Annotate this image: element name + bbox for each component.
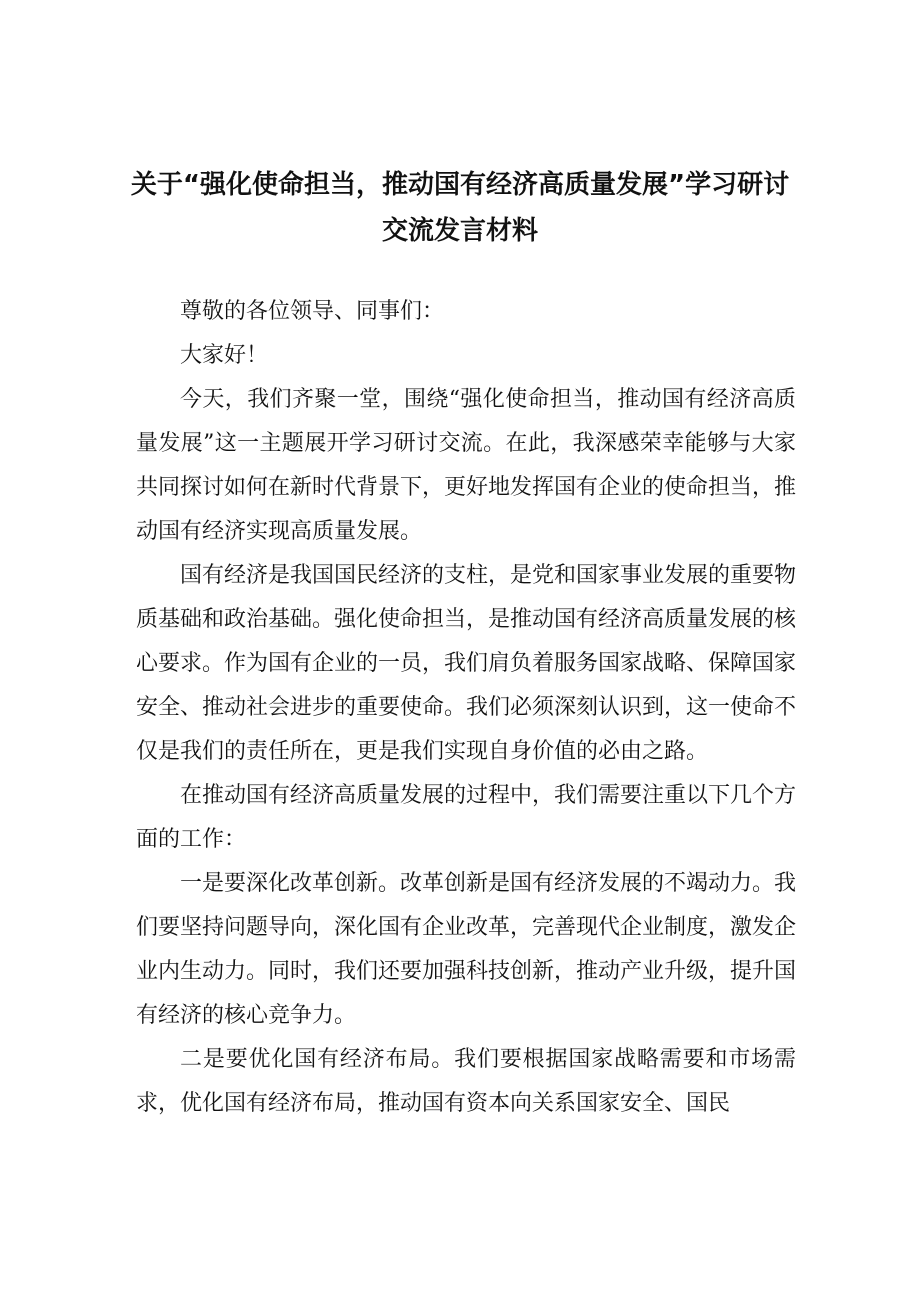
document-title-line-1: 关于“强化使命担当，推动国有经济高质量发展”学习研讨 bbox=[130, 170, 790, 200]
body-paragraph: 在推动国有经济高质量发展的过程中，我们需要注重以下几个方面的工作： bbox=[136, 783, 797, 852]
salutation-paragraph: 尊敬的各位领导、同事们： bbox=[180, 299, 445, 324]
body-paragraph: 二是要优化国有经济布局。我们要根据国家战略需要和市场需求，优化国有经济布局，推动国有资本向关系国家安全、国民 bbox=[136, 1047, 796, 1116]
body-paragraph: 一是要深化改革创新。改革创新是国有经济发展的不竭动力。我们要坚持问题导向，深化国有企业改革，完善现代企业制度，激发企业内生动力。同时，我们还要加强科技创新，推动产业升级，提升国有经济的核心竞争力。 bbox=[136, 871, 797, 1028]
body-paragraph: 今天，我们齐聚一堂，围绕“强化使命担当，推动国有经济高质量发展”这一主题展开学习研讨交流。在此，我深感荣幸能够与大家共同探讨如何在新时代背景下，更好地发挥国有企业的使命担当，推动国有经济实现高质量发展。 bbox=[136, 387, 797, 544]
greeting-paragraph: 大家好！ bbox=[180, 343, 269, 368]
document-body bbox=[136, 290, 796, 1126]
document-title-line-2: 交流发言材料 bbox=[381, 216, 538, 246]
body-paragraph: 国有经济是我国国民经济的支柱，是党和国家事业发展的重要物质基础和政治基础。强化使命担当，是推动国有经济高质量发展的核心要求。作为国有企业的一员，我们肩负着服务国家战略、保障国家安全、推动社会进步的重要使命。我们必须深刻认识到，这一使命不仅是我们的责任所在，更是我们实现自身价值的必由之路。 bbox=[136, 563, 797, 764]
